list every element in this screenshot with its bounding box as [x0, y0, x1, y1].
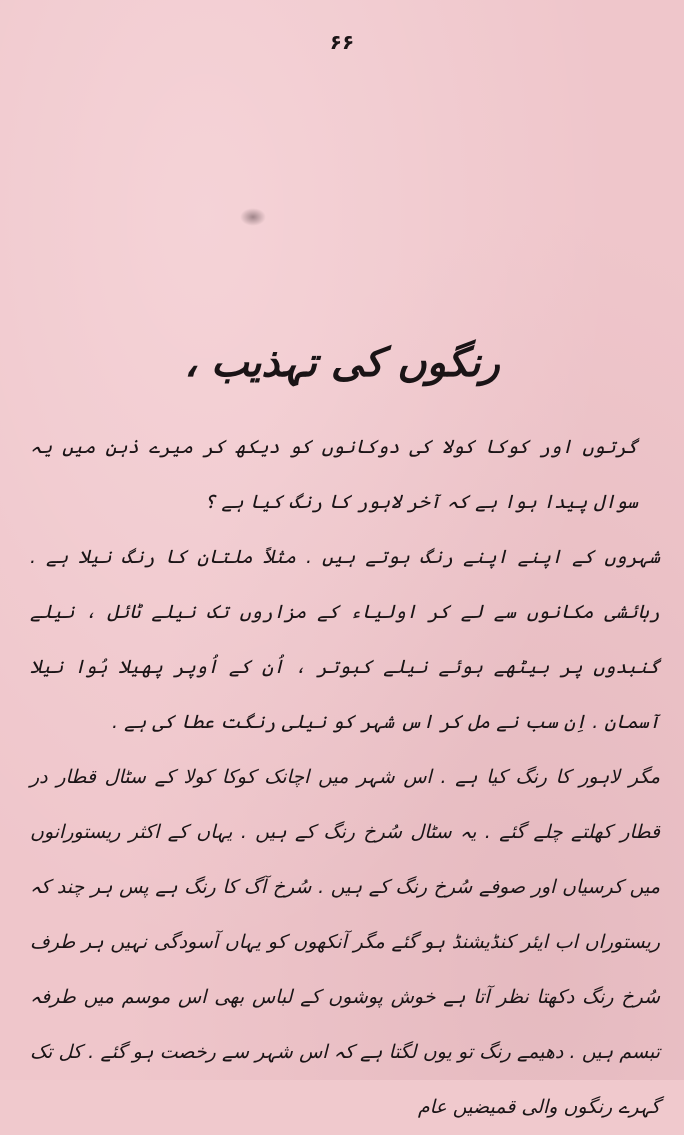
paragraph-2: شہروں کے اپنے اپنے رنگ ہوتے ہیں . مثلاً ملتان کا رنگ نیلا ہے . رہائشی مکانوں سے لے کر اولیاء کے مزاروں تک نیلے ٹائل ، نیلے گنبدوں پر بیٹھے ہوئے نیلے کبوتر ، اُن کے اُوپر پھیلا ہُوا نیلا آسمان . اِن سب نے مل کر اس شہر کو نیلی رنگت عطا کی ہے . [30, 546, 660, 733]
page-number: ۶۶ [329, 30, 355, 54]
body-text [30, 420, 660, 1135]
paragraph-3: مگر لاہور کا رنگ کیا ہے . اس شہر میں اچانک کوکا کولا کے سٹال قطار در قطار کھلتے چلے گئے . یہ سٹال سُرخ رنگ کے ہیں . یہاں کے اکثر ریستورانوں میں کرسیاں اور صوفے سُرخ رنگ کے ہیں . سُرخ آگ کا رنگ ہے پس ہر چند کہ ریستوراں اب ایئر کنڈیشنڈ ہو گئے مگر آنکھوں کو یہاں آسودگی نہیں ہر طرف سُرخ رنگ دکھتا نظر آتا ہے خوش پوشوں کے لباس بھی اس موسم میں طرفہ تبسم ہیں . دھیمے رنگ تو یوں لگتا ہے کہ اس شہر سے رخصت ہو گئے . کل تک گہرے رنگوں والی قمیضیں عام [30, 766, 660, 1118]
paragraph-1: گرتوں اور کوکا کولا کی دوکانوں کو دیکھ کر میرے ذہن میں یہ سوال پیدا ہوا ہے کہ آخر لاہور کا رنگ کیا ہے ؟ [30, 436, 638, 513]
ink-smudge [240, 208, 266, 226]
chapter-title: رنگوں کی تہذیب ، [184, 340, 500, 386]
